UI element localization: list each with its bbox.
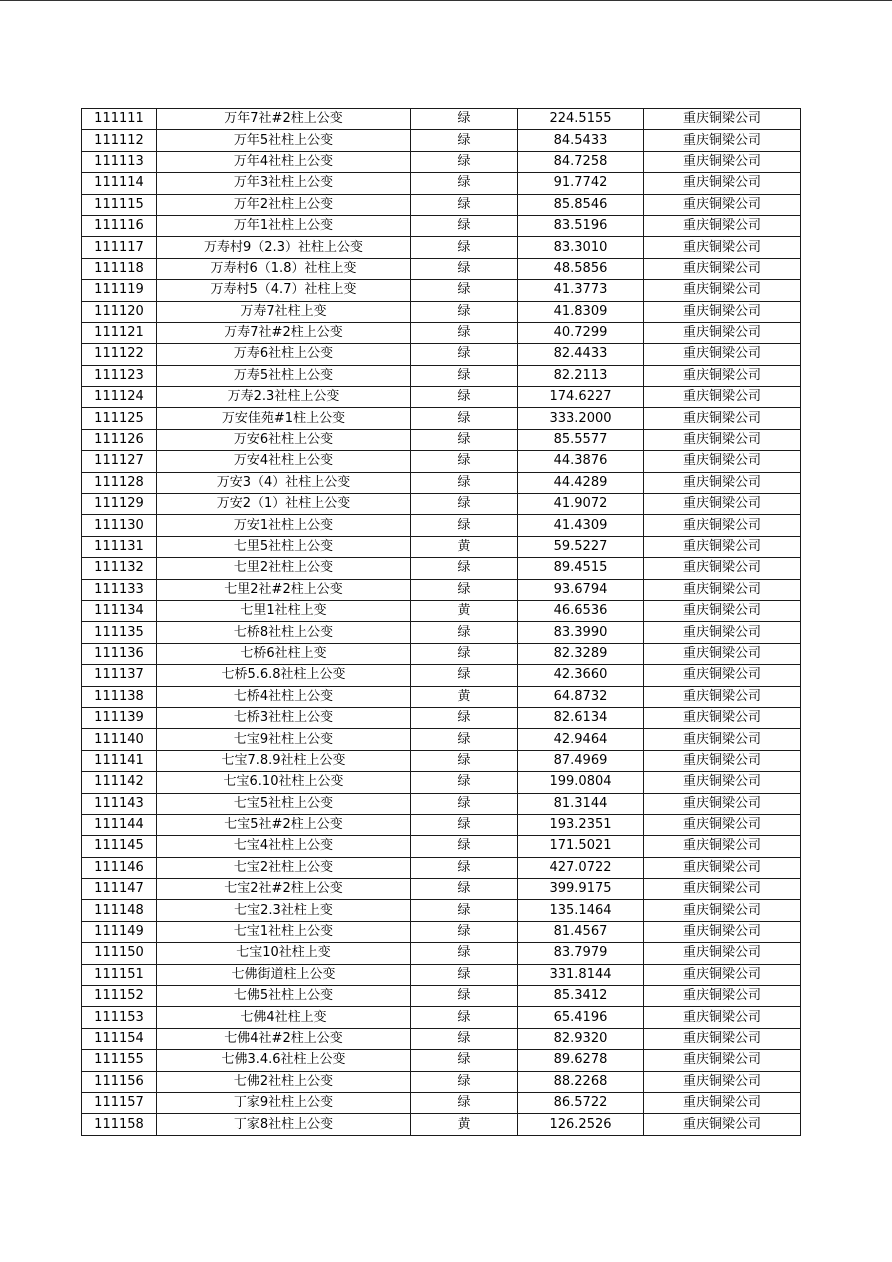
row-company-cell: 重庆铜梁公司 — [644, 280, 801, 301]
row-id-cell: 111118 — [82, 258, 157, 279]
row-name-cell: 万安2（1）社柱上公变 — [157, 494, 411, 515]
row-value-cell: 83.7979 — [518, 943, 644, 964]
row-status-cell: 绿 — [411, 344, 518, 365]
row-status-cell: 绿 — [411, 1092, 518, 1113]
table-row — [82, 643, 801, 664]
row-company-cell: 重庆铜梁公司 — [644, 109, 801, 130]
row-name-cell: 七佛街道柱上公变 — [157, 964, 411, 985]
row-company-cell: 重庆铜梁公司 — [644, 579, 801, 600]
row-id-cell: 111125 — [82, 408, 157, 429]
row-status-cell: 绿 — [411, 707, 518, 728]
row-status-cell: 绿 — [411, 750, 518, 771]
table-row — [82, 1071, 801, 1092]
row-value-cell: 46.6536 — [518, 600, 644, 621]
row-name-cell: 七宝9社柱上公变 — [157, 729, 411, 750]
row-status-cell: 绿 — [411, 814, 518, 835]
row-status-cell: 绿 — [411, 729, 518, 750]
row-id-cell: 111154 — [82, 1028, 157, 1049]
row-id-cell: 111142 — [82, 772, 157, 793]
row-value-cell: 193.2351 — [518, 814, 644, 835]
row-value-cell: 85.8546 — [518, 194, 644, 215]
row-name-cell: 万年4社柱上公变 — [157, 151, 411, 172]
row-name-cell: 丁家9社柱上公变 — [157, 1092, 411, 1113]
row-value-cell: 44.3876 — [518, 451, 644, 472]
row-id-cell: 111145 — [82, 836, 157, 857]
row-value-cell: 135.1464 — [518, 900, 644, 921]
table-row — [82, 429, 801, 450]
row-id-cell: 111120 — [82, 301, 157, 322]
row-company-cell: 重庆铜梁公司 — [644, 622, 801, 643]
row-value-cell: 88.2268 — [518, 1071, 644, 1092]
table-row — [82, 258, 801, 279]
row-name-cell: 七里2社柱上公变 — [157, 558, 411, 579]
row-value-cell: 41.3773 — [518, 280, 644, 301]
row-status-cell: 绿 — [411, 472, 518, 493]
row-id-cell: 111155 — [82, 1050, 157, 1071]
row-id-cell: 111137 — [82, 665, 157, 686]
row-value-cell: 174.6227 — [518, 387, 644, 408]
row-company-cell: 重庆铜梁公司 — [644, 215, 801, 236]
row-value-cell: 44.4289 — [518, 472, 644, 493]
row-company-cell: 重庆铜梁公司 — [644, 921, 801, 942]
row-value-cell: 87.4969 — [518, 750, 644, 771]
row-value-cell: 85.5577 — [518, 429, 644, 450]
row-name-cell: 七宝4社柱上公变 — [157, 836, 411, 857]
table-row — [82, 365, 801, 386]
row-company-cell: 重庆铜梁公司 — [644, 301, 801, 322]
table-row — [82, 322, 801, 343]
table-row — [82, 836, 801, 857]
row-id-cell: 111111 — [82, 109, 157, 130]
row-company-cell: 重庆铜梁公司 — [644, 194, 801, 215]
row-status-cell: 绿 — [411, 130, 518, 151]
table-row — [82, 665, 801, 686]
row-id-cell: 111127 — [82, 451, 157, 472]
row-name-cell: 七宝5社柱上公变 — [157, 793, 411, 814]
row-name-cell: 万年7社#2柱上公变 — [157, 109, 411, 130]
row-id-cell: 111114 — [82, 173, 157, 194]
row-company-cell: 重庆铜梁公司 — [644, 237, 801, 258]
row-name-cell: 七里5社柱上公变 — [157, 536, 411, 557]
row-company-cell: 重庆铜梁公司 — [644, 1092, 801, 1113]
table-row — [82, 536, 801, 557]
row-id-cell: 111115 — [82, 194, 157, 215]
row-id-cell: 111149 — [82, 921, 157, 942]
table-row — [82, 579, 801, 600]
table-row — [82, 301, 801, 322]
row-company-cell: 重庆铜梁公司 — [644, 600, 801, 621]
row-id-cell: 111112 — [82, 130, 157, 151]
row-status-cell: 绿 — [411, 322, 518, 343]
row-company-cell: 重庆铜梁公司 — [644, 707, 801, 728]
row-id-cell: 111140 — [82, 729, 157, 750]
row-company-cell: 重庆铜梁公司 — [644, 729, 801, 750]
row-value-cell: 81.4567 — [518, 921, 644, 942]
row-company-cell: 重庆铜梁公司 — [644, 943, 801, 964]
row-name-cell: 七宝6.10社柱上公变 — [157, 772, 411, 793]
row-id-cell: 111130 — [82, 515, 157, 536]
row-status-cell: 绿 — [411, 943, 518, 964]
row-name-cell: 万寿7社#2柱上公变 — [157, 322, 411, 343]
row-value-cell: 171.5021 — [518, 836, 644, 857]
row-name-cell: 万安佳苑#1柱上公变 — [157, 408, 411, 429]
row-name-cell: 万寿6社柱上公变 — [157, 344, 411, 365]
row-status-cell: 绿 — [411, 579, 518, 600]
row-status-cell: 绿 — [411, 173, 518, 194]
row-company-cell: 重庆铜梁公司 — [644, 429, 801, 450]
row-value-cell: 48.5856 — [518, 258, 644, 279]
row-status-cell: 绿 — [411, 1028, 518, 1049]
row-name-cell: 七佛3.4.6社柱上公变 — [157, 1050, 411, 1071]
row-company-cell: 重庆铜梁公司 — [644, 686, 801, 707]
row-value-cell: 42.9464 — [518, 729, 644, 750]
row-name-cell: 万年3社柱上公变 — [157, 173, 411, 194]
row-status-cell: 绿 — [411, 237, 518, 258]
table-row — [82, 472, 801, 493]
row-status-cell: 绿 — [411, 387, 518, 408]
table-row — [82, 387, 801, 408]
row-id-cell: 111147 — [82, 879, 157, 900]
table-row — [82, 900, 801, 921]
row-status-cell: 绿 — [411, 215, 518, 236]
row-name-cell: 丁家8社柱上公变 — [157, 1114, 411, 1135]
row-id-cell: 111113 — [82, 151, 157, 172]
row-status-cell: 绿 — [411, 515, 518, 536]
row-company-cell: 重庆铜梁公司 — [644, 151, 801, 172]
row-id-cell: 111148 — [82, 900, 157, 921]
row-company-cell: 重庆铜梁公司 — [644, 344, 801, 365]
row-company-cell: 重庆铜梁公司 — [644, 130, 801, 151]
row-company-cell: 重庆铜梁公司 — [644, 857, 801, 878]
table-row — [82, 729, 801, 750]
row-id-cell: 111134 — [82, 600, 157, 621]
row-value-cell: 126.2526 — [518, 1114, 644, 1135]
row-status-cell: 绿 — [411, 429, 518, 450]
row-name-cell: 万安3（4）社柱上公变 — [157, 472, 411, 493]
row-id-cell: 111150 — [82, 943, 157, 964]
table-row — [82, 558, 801, 579]
row-status-cell: 绿 — [411, 622, 518, 643]
row-company-cell: 重庆铜梁公司 — [644, 1114, 801, 1135]
table-row — [82, 750, 801, 771]
table-row — [82, 964, 801, 985]
transformer-table — [81, 108, 801, 1136]
row-company-cell: 重庆铜梁公司 — [644, 643, 801, 664]
row-company-cell: 重庆铜梁公司 — [644, 451, 801, 472]
row-id-cell: 111139 — [82, 707, 157, 728]
row-status-cell: 绿 — [411, 365, 518, 386]
table-row — [82, 986, 801, 1007]
row-company-cell: 重庆铜梁公司 — [644, 173, 801, 194]
row-id-cell: 111123 — [82, 365, 157, 386]
row-company-cell: 重庆铜梁公司 — [644, 258, 801, 279]
row-name-cell: 万寿村6（1.8）社柱上变 — [157, 258, 411, 279]
row-company-cell: 重庆铜梁公司 — [644, 836, 801, 857]
row-id-cell: 111151 — [82, 964, 157, 985]
row-status-cell: 绿 — [411, 451, 518, 472]
table-row — [82, 494, 801, 515]
row-name-cell: 七宝5社#2柱上公变 — [157, 814, 411, 835]
row-name-cell: 万安1社柱上公变 — [157, 515, 411, 536]
row-status-cell: 绿 — [411, 900, 518, 921]
row-status-cell: 绿 — [411, 665, 518, 686]
row-name-cell: 万安6社柱上公变 — [157, 429, 411, 450]
row-id-cell: 111141 — [82, 750, 157, 771]
row-id-cell: 111122 — [82, 344, 157, 365]
row-id-cell: 111157 — [82, 1092, 157, 1113]
row-name-cell: 万年2社柱上公变 — [157, 194, 411, 215]
table-row — [82, 793, 801, 814]
row-name-cell: 七宝2社#2柱上公变 — [157, 879, 411, 900]
row-value-cell: 89.4515 — [518, 558, 644, 579]
row-status-cell: 黄 — [411, 686, 518, 707]
row-id-cell: 111152 — [82, 986, 157, 1007]
row-name-cell: 七桥6社柱上变 — [157, 643, 411, 664]
row-status-cell: 黄 — [411, 600, 518, 621]
row-status-cell: 绿 — [411, 643, 518, 664]
row-name-cell: 七佛5社柱上公变 — [157, 986, 411, 1007]
table-row — [82, 1092, 801, 1113]
row-id-cell: 111117 — [82, 237, 157, 258]
table-row — [82, 237, 801, 258]
table-row — [82, 622, 801, 643]
table-row — [82, 943, 801, 964]
row-name-cell: 万寿2.3社柱上公变 — [157, 387, 411, 408]
table-row — [82, 215, 801, 236]
table-row — [82, 857, 801, 878]
row-value-cell: 42.3660 — [518, 665, 644, 686]
row-id-cell: 111126 — [82, 429, 157, 450]
row-company-cell: 重庆铜梁公司 — [644, 1007, 801, 1028]
table-row — [82, 814, 801, 835]
row-id-cell: 111144 — [82, 814, 157, 835]
row-status-cell: 绿 — [411, 301, 518, 322]
row-status-cell: 黄 — [411, 536, 518, 557]
row-name-cell: 七桥3社柱上公变 — [157, 707, 411, 728]
row-status-cell: 绿 — [411, 879, 518, 900]
table-row — [82, 772, 801, 793]
row-status-cell: 绿 — [411, 964, 518, 985]
row-status-cell: 绿 — [411, 1007, 518, 1028]
table-row — [82, 130, 801, 151]
row-company-cell: 重庆铜梁公司 — [644, 900, 801, 921]
row-name-cell: 七宝2社柱上公变 — [157, 857, 411, 878]
row-status-cell: 黄 — [411, 1114, 518, 1135]
row-name-cell: 七里1社柱上变 — [157, 600, 411, 621]
row-name-cell: 万年5社柱上公变 — [157, 130, 411, 151]
table-row — [82, 1114, 801, 1135]
row-status-cell: 绿 — [411, 793, 518, 814]
row-name-cell: 七宝1社柱上公变 — [157, 921, 411, 942]
row-value-cell: 59.5227 — [518, 536, 644, 557]
row-company-cell: 重庆铜梁公司 — [644, 986, 801, 1007]
row-name-cell: 七佛4社#2柱上公变 — [157, 1028, 411, 1049]
row-name-cell: 七桥5.6.8社柱上公变 — [157, 665, 411, 686]
row-name-cell: 万寿7社柱上变 — [157, 301, 411, 322]
row-status-cell: 绿 — [411, 1050, 518, 1071]
table-row — [82, 515, 801, 536]
row-name-cell: 七佛2社柱上公变 — [157, 1071, 411, 1092]
table-row — [82, 344, 801, 365]
row-name-cell: 七宝7.8.9社柱上公变 — [157, 750, 411, 771]
row-name-cell: 万寿村9（2.3）社柱上公变 — [157, 237, 411, 258]
row-company-cell: 重庆铜梁公司 — [644, 494, 801, 515]
row-name-cell: 万年1社柱上公变 — [157, 215, 411, 236]
row-value-cell: 86.5722 — [518, 1092, 644, 1113]
row-value-cell: 83.3010 — [518, 237, 644, 258]
row-status-cell: 绿 — [411, 494, 518, 515]
row-value-cell: 41.8309 — [518, 301, 644, 322]
row-name-cell: 七佛4社柱上变 — [157, 1007, 411, 1028]
row-status-cell: 绿 — [411, 1071, 518, 1092]
row-name-cell: 七桥8社柱上公变 — [157, 622, 411, 643]
row-status-cell: 绿 — [411, 151, 518, 172]
row-value-cell: 333.2000 — [518, 408, 644, 429]
table-row — [82, 109, 801, 130]
table-row — [82, 408, 801, 429]
row-company-cell: 重庆铜梁公司 — [644, 772, 801, 793]
row-company-cell: 重庆铜梁公司 — [644, 472, 801, 493]
row-id-cell: 111135 — [82, 622, 157, 643]
row-status-cell: 绿 — [411, 857, 518, 878]
row-value-cell: 93.6794 — [518, 579, 644, 600]
row-status-cell: 绿 — [411, 258, 518, 279]
row-company-cell: 重庆铜梁公司 — [644, 322, 801, 343]
row-name-cell: 七宝10社柱上变 — [157, 943, 411, 964]
row-company-cell: 重庆铜梁公司 — [644, 814, 801, 835]
row-status-cell: 绿 — [411, 772, 518, 793]
row-company-cell: 重庆铜梁公司 — [644, 1071, 801, 1092]
row-name-cell: 万安4社柱上公变 — [157, 451, 411, 472]
table-row — [82, 151, 801, 172]
row-status-cell: 绿 — [411, 836, 518, 857]
row-company-cell: 重庆铜梁公司 — [644, 793, 801, 814]
row-value-cell: 64.8732 — [518, 686, 644, 707]
table-row — [82, 194, 801, 215]
row-status-cell: 绿 — [411, 986, 518, 1007]
table-row — [82, 600, 801, 621]
row-id-cell: 111116 — [82, 215, 157, 236]
table-row — [82, 879, 801, 900]
row-value-cell: 331.8144 — [518, 964, 644, 985]
row-id-cell: 111132 — [82, 558, 157, 579]
row-value-cell: 82.6134 — [518, 707, 644, 728]
row-name-cell: 七里2社#2柱上公变 — [157, 579, 411, 600]
row-company-cell: 重庆铜梁公司 — [644, 365, 801, 386]
row-status-cell: 绿 — [411, 558, 518, 579]
table-row — [82, 1007, 801, 1028]
row-id-cell: 111129 — [82, 494, 157, 515]
row-status-cell: 绿 — [411, 280, 518, 301]
row-value-cell: 41.4309 — [518, 515, 644, 536]
table-row — [82, 451, 801, 472]
row-value-cell: 82.2113 — [518, 365, 644, 386]
table-row — [82, 921, 801, 942]
row-value-cell: 84.5433 — [518, 130, 644, 151]
row-id-cell: 111131 — [82, 536, 157, 557]
row-status-cell: 绿 — [411, 109, 518, 130]
row-id-cell: 111146 — [82, 857, 157, 878]
row-id-cell: 111138 — [82, 686, 157, 707]
row-value-cell: 81.3144 — [518, 793, 644, 814]
row-id-cell: 111156 — [82, 1071, 157, 1092]
row-id-cell: 111153 — [82, 1007, 157, 1028]
row-company-cell: 重庆铜梁公司 — [644, 665, 801, 686]
row-id-cell: 111143 — [82, 793, 157, 814]
row-value-cell: 41.9072 — [518, 494, 644, 515]
row-value-cell: 199.0804 — [518, 772, 644, 793]
row-status-cell: 绿 — [411, 408, 518, 429]
row-company-cell: 重庆铜梁公司 — [644, 750, 801, 771]
table-row — [82, 1028, 801, 1049]
row-value-cell: 83.5196 — [518, 215, 644, 236]
row-company-cell: 重庆铜梁公司 — [644, 879, 801, 900]
row-status-cell: 绿 — [411, 194, 518, 215]
table-body — [82, 109, 801, 1136]
row-value-cell: 427.0722 — [518, 857, 644, 878]
table-row — [82, 1050, 801, 1071]
row-value-cell: 82.9320 — [518, 1028, 644, 1049]
row-name-cell: 万寿5社柱上公变 — [157, 365, 411, 386]
row-id-cell: 111124 — [82, 387, 157, 408]
row-id-cell: 111128 — [82, 472, 157, 493]
row-value-cell: 83.3990 — [518, 622, 644, 643]
row-value-cell: 84.7258 — [518, 151, 644, 172]
row-id-cell: 111121 — [82, 322, 157, 343]
table-row — [82, 707, 801, 728]
row-value-cell: 399.9175 — [518, 879, 644, 900]
row-company-cell: 重庆铜梁公司 — [644, 1050, 801, 1071]
row-value-cell: 65.4196 — [518, 1007, 644, 1028]
row-company-cell: 重庆铜梁公司 — [644, 387, 801, 408]
row-name-cell: 万寿村5（4.7）社柱上变 — [157, 280, 411, 301]
row-value-cell: 224.5155 — [518, 109, 644, 130]
row-company-cell: 重庆铜梁公司 — [644, 964, 801, 985]
row-value-cell: 40.7299 — [518, 322, 644, 343]
row-name-cell: 七桥4社柱上公变 — [157, 686, 411, 707]
row-value-cell: 91.7742 — [518, 173, 644, 194]
table-row — [82, 173, 801, 194]
row-company-cell: 重庆铜梁公司 — [644, 408, 801, 429]
row-company-cell: 重庆铜梁公司 — [644, 558, 801, 579]
table-row — [82, 280, 801, 301]
row-value-cell: 85.3412 — [518, 986, 644, 1007]
page-top-rule — [0, 0, 892, 1]
row-id-cell: 111136 — [82, 643, 157, 664]
row-value-cell: 82.4433 — [518, 344, 644, 365]
row-company-cell: 重庆铜梁公司 — [644, 515, 801, 536]
table-row — [82, 686, 801, 707]
row-name-cell: 七宝2.3社柱上变 — [157, 900, 411, 921]
row-id-cell: 111158 — [82, 1114, 157, 1135]
row-id-cell: 111133 — [82, 579, 157, 600]
row-value-cell: 89.6278 — [518, 1050, 644, 1071]
row-company-cell: 重庆铜梁公司 — [644, 536, 801, 557]
row-id-cell: 111119 — [82, 280, 157, 301]
row-company-cell: 重庆铜梁公司 — [644, 1028, 801, 1049]
row-status-cell: 绿 — [411, 921, 518, 942]
row-value-cell: 82.3289 — [518, 643, 644, 664]
